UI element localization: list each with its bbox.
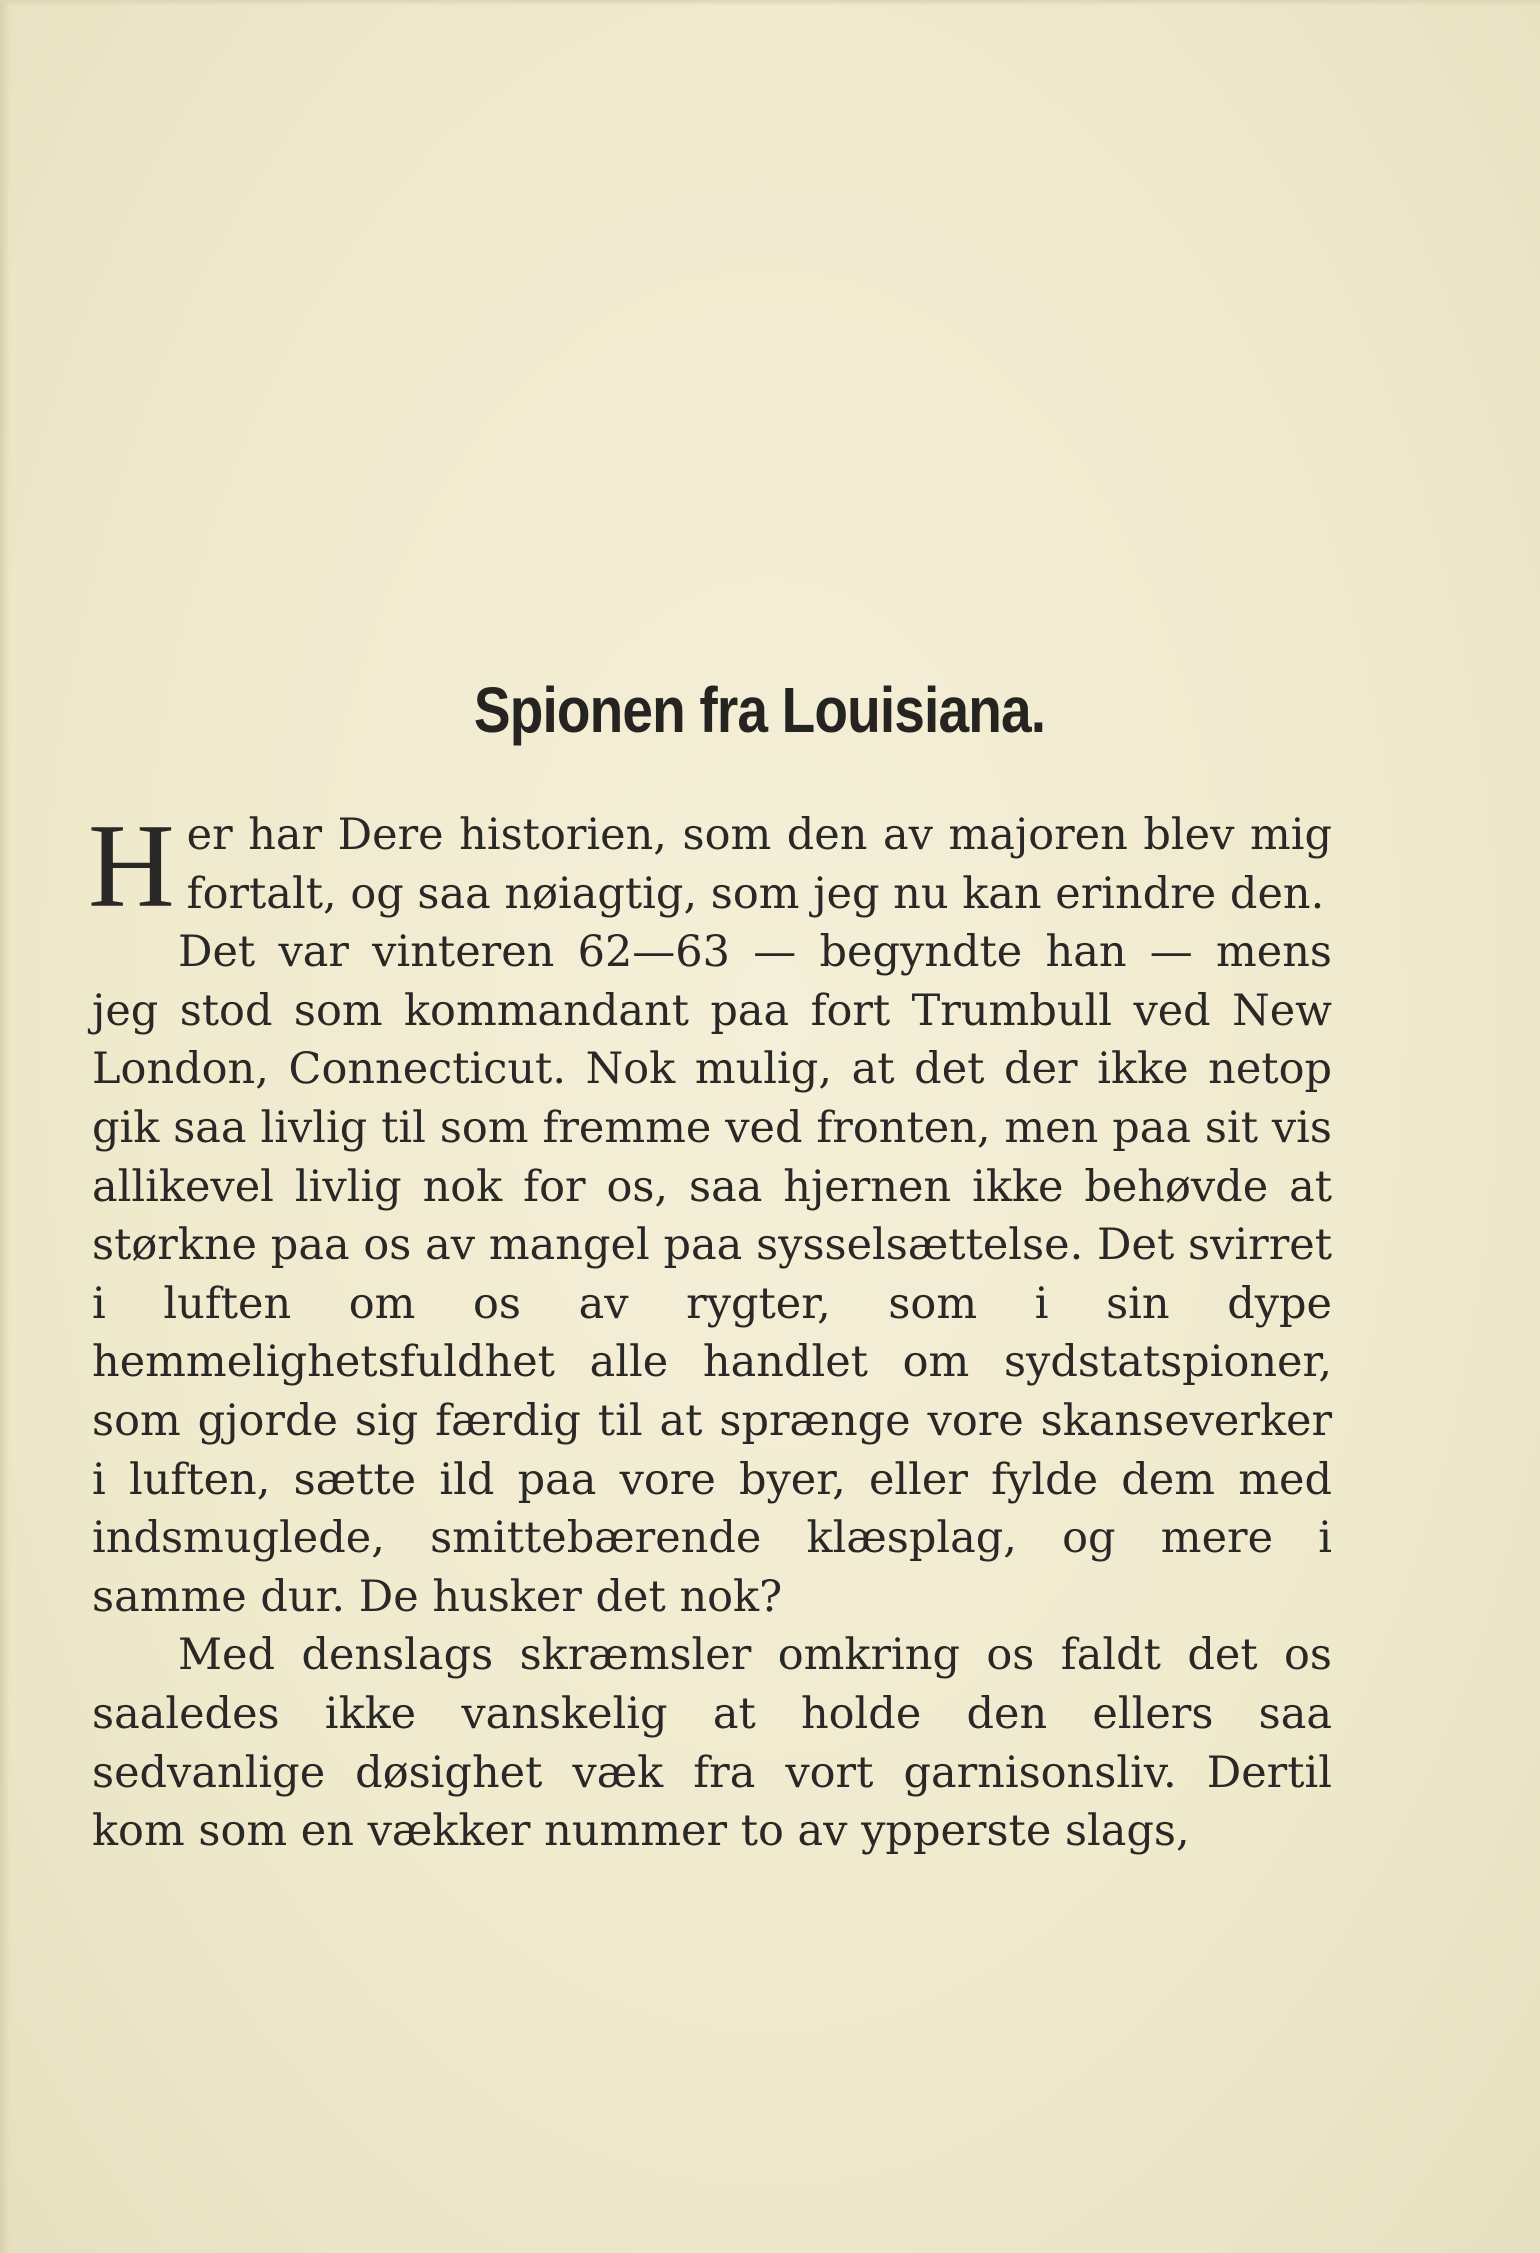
chapter-title: Spionen fra Louisiana. (473, 674, 1046, 746)
paragraph-3: Med denslags skræmsler omkring os faldt det os saaledes ikke vanskelig at holde den ellers saa sedvanlige døsighet væk fra vort garnisonsliv. Dertil kom som en vækker nummer to av ypperste slags, (92, 1630, 1332, 1857)
drop-cap: H (88, 799, 175, 932)
page-top-edge (0, 0, 1540, 6)
page-left-edge (0, 0, 10, 2253)
paragraph-1 (88, 799, 1332, 932)
paragraph-1-text: er har Dere historien, som den av majoren blev mig fortalt, og saa nøiagtig, som jeg nu kan erindre den. (186, 810, 1332, 919)
paragraph-2: Det var vinteren 62—63 — begyndte han — mens jeg stod som kommandant paa fort Trumbull ved New London, Connecticut. Nok mulig, at det der ikke netop gik saa livlig til som fremme ved fronten, men paa sit vis allikevel livlig nok for os, saa hjernen ikke behøvde at størkne paa os av mangel paa sysselsættelse. Det svirret i luften om os av rygter, som i sin dype hemmelighetsfuldhet alle handlet om sydstatspioner, som gjorde sig færdig til at sprænge vore skanseverker i luften, sætte ild paa vore byer, eller fylde dem med indsmuglede, smittebærende klæsplag, og mere i samme dur. De husker det nok? (92, 927, 1332, 1622)
body-text (88, 799, 1332, 1861)
